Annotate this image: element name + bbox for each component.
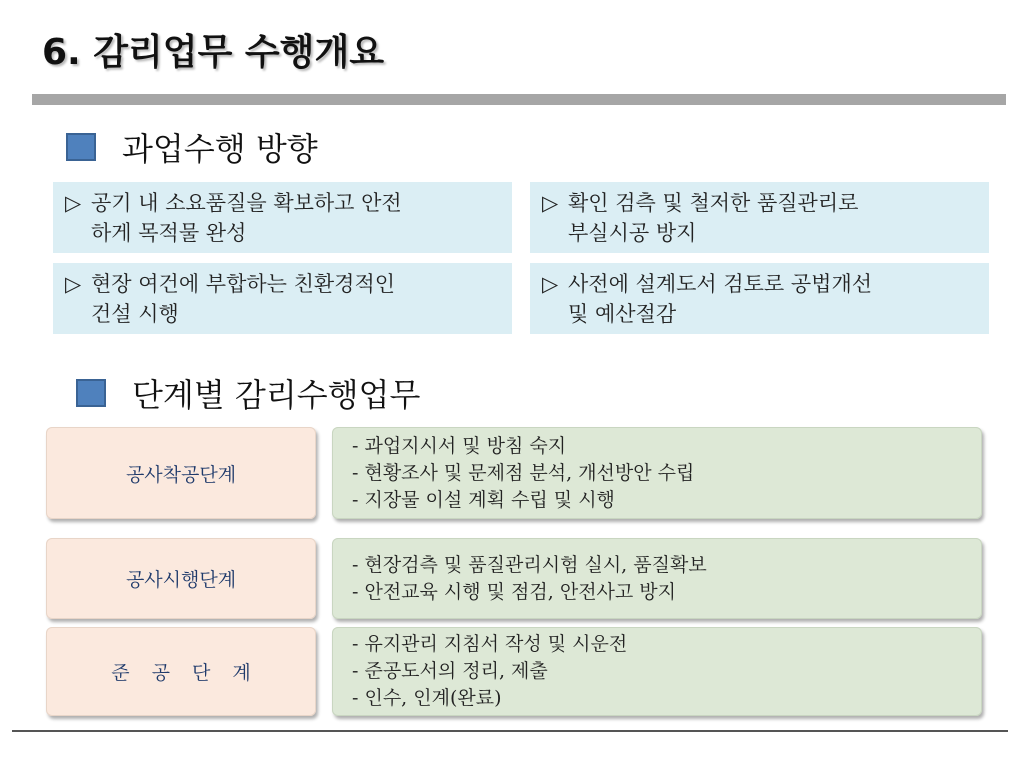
- direction-text-line: 건설 시행: [91, 302, 179, 326]
- direction-item: [53, 182, 512, 253]
- stage-description-construction: [332, 538, 982, 619]
- section-heading-stages: [76, 370, 420, 416]
- square-bullet-icon: [66, 133, 96, 161]
- stage-label-completion: [46, 627, 316, 716]
- stage-task-line: - 준공도서의 정리, 제출: [352, 660, 548, 682]
- triangle-right-icon: ▷: [542, 272, 559, 296]
- direction-item: [53, 263, 512, 334]
- section-heading-text: 과업수행 방향: [122, 130, 318, 168]
- stage-task-line: - 현장검측 및 품질관리시험 실시, 품질확보: [352, 553, 707, 576]
- square-bullet-icon: [76, 379, 106, 407]
- direction-text-line: 및 예산절감: [568, 302, 677, 326]
- direction-item: [530, 263, 989, 334]
- direction-text-line: 부실시공 방지: [568, 221, 697, 245]
- stage-label-start: 공사착공단계: [46, 427, 316, 519]
- section-heading-direction: [66, 124, 318, 170]
- direction-item: [530, 182, 989, 253]
- direction-text-line: 공기 내 소요품질을 확보하고 안전: [91, 191, 402, 215]
- page-title: 6. 감리업무 수행개요: [42, 32, 384, 73]
- stage-task-line: - 현황조사 및 문제점 분석, 개선방안 수립: [352, 461, 695, 484]
- stage-task-line: - 지장물 이설 계획 수립 및 시행: [352, 488, 615, 511]
- direction-text-line: 현장 여건에 부합하는 친환경적인: [91, 272, 396, 296]
- stage-task-line: - 인수, 인계(완료): [352, 687, 502, 709]
- section-heading-text: 단계별 감리수행업무: [132, 376, 421, 414]
- direction-text-line: 하게 목적물 완성: [91, 221, 247, 245]
- stage-task-line: - 과업지시서 및 방침 숙지: [352, 434, 567, 457]
- stage-task-line: - 유지관리 지침서 작성 및 시운전: [352, 633, 628, 655]
- stage-description-completion: [332, 627, 982, 716]
- triangle-right-icon: ▷: [65, 272, 82, 296]
- stage-label-text: 준공단계: [111, 662, 273, 684]
- direction-text-line: 확인 검측 및 철저한 품질관리로: [568, 191, 859, 215]
- stage-description-start: [332, 427, 982, 519]
- title-divider: [32, 94, 1006, 105]
- footer-divider: [12, 730, 1008, 732]
- direction-text-line: 사전에 설계도서 검토로 공법개선: [568, 272, 873, 296]
- triangle-right-icon: ▷: [65, 191, 82, 215]
- stage-label-construction: 공사시행단계: [46, 538, 316, 619]
- stage-task-line: - 안전교육 시행 및 점검, 안전사고 방지: [352, 580, 677, 603]
- triangle-right-icon: ▷: [542, 191, 559, 215]
